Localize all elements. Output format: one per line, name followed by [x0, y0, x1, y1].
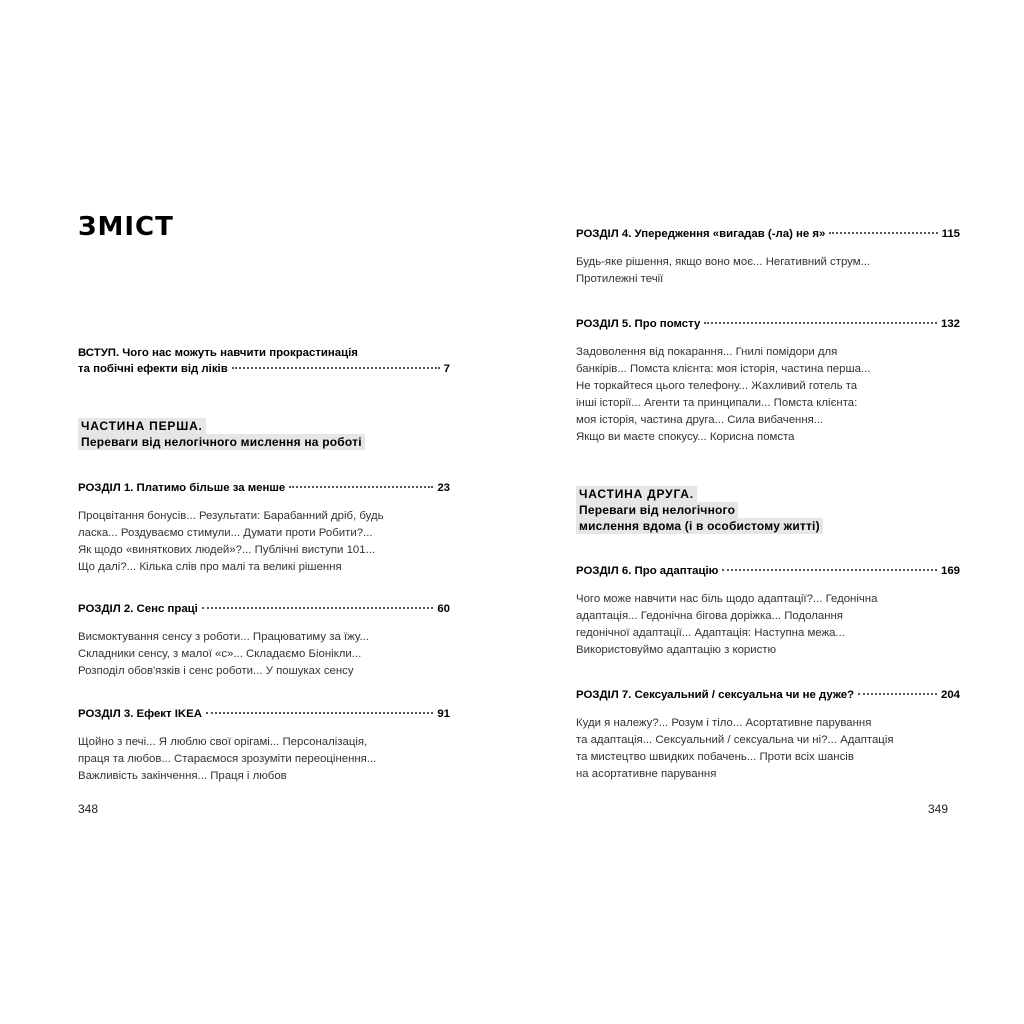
part-two-heading	[576, 486, 823, 534]
contents-line: Задоволення від покарання... Гнилі помідори для	[576, 346, 838, 358]
chapter-heading	[78, 602, 450, 616]
chapter-entry	[576, 564, 960, 659]
chapter-contents	[576, 254, 960, 288]
contents-line: на асортативне парування	[576, 768, 717, 780]
chapter-entry	[576, 227, 960, 288]
part-title-line1: Переваги від нелогічного	[576, 502, 738, 518]
contents-line: Процвітання бонусів... Результати: Барабанний дріб, будь	[78, 510, 384, 522]
contents-line: ласка... Роздуваємо стимули... Думати проти Робити?...	[78, 527, 373, 539]
chapter-title: РОЗДІЛ 2. Сенс праці	[78, 603, 198, 615]
chapter-entry	[576, 688, 960, 783]
chapter-heading	[78, 707, 450, 721]
contents-line: Що далі?... Кілька слів про малі та великі рішення	[78, 561, 342, 573]
contents-line: інші історії... Агенти та принципали... Помста клієнта:	[576, 397, 858, 409]
chapter-entry	[576, 317, 960, 446]
chapter-contents	[576, 591, 960, 659]
contents-line: Якщо ви маєте спокусу... Корисна помста	[576, 431, 795, 443]
right-page	[512, 0, 1024, 1024]
page-number: 91	[437, 708, 450, 720]
chapter-title: РОЗДІЛ 6. Про адаптацію	[576, 565, 719, 577]
part-title-line2: мислення вдома (і в особистому житті)	[576, 518, 823, 534]
chapter-contents	[576, 715, 960, 783]
dot-leader	[858, 693, 937, 695]
chapter-title: РОЗДІЛ 5. Про помсту	[576, 318, 701, 330]
chapter-title: РОЗДІЛ 1. Платимо більше за менше	[78, 482, 286, 494]
chapter-heading	[576, 227, 960, 241]
chapter-contents	[576, 344, 960, 446]
part-title: Переваги від нелогічного мислення на роботі	[78, 434, 365, 450]
chapter-entry	[78, 707, 450, 785]
contents-line: та мистецтво швидких побачень... Проти всіх шансів	[576, 751, 854, 763]
contents-line: Використовуймо адаптацію з користю	[576, 644, 777, 656]
contents-line: праця та любов... Стараємося зрозуміти переоцінення...	[78, 753, 377, 765]
chapter-title: РОЗДІЛ 4. Упередження «вигадав (-ла) не я»	[576, 228, 826, 240]
chapter-heading	[576, 688, 960, 702]
page-number: 204	[940, 689, 960, 701]
dot-leader	[206, 712, 433, 714]
contents-line: моя історія, частина друга... Сила вибачення...	[576, 414, 824, 426]
contents-line: Щойно з печі... Я люблю свої орігамі... Персоналізація,	[78, 736, 368, 748]
page-folio: 349	[928, 802, 949, 816]
dot-leader	[232, 367, 440, 369]
chapter-title: РОЗДІЛ 3. Ефект IKEA	[78, 708, 202, 720]
chapter-contents	[78, 629, 450, 680]
page-number: 132	[940, 318, 960, 330]
dot-leader	[829, 232, 937, 234]
part-one-heading	[78, 418, 365, 450]
chapter-entry	[78, 602, 450, 680]
intro-entry	[78, 345, 450, 377]
intro-heading-line1: ВСТУП. Чого нас можуть навчити прокрастинація	[78, 347, 358, 359]
contents-line: Чого може навчити нас біль щодо адаптації?... Гедонічна	[576, 593, 878, 605]
dot-leader	[289, 486, 433, 488]
part-label: ЧАСТИНА ДРУГА.	[576, 486, 697, 502]
chapter-heading	[78, 481, 450, 495]
dot-leader	[202, 607, 434, 609]
toc-title: ЗМІСТ	[78, 212, 174, 242]
chapter-entry	[78, 481, 450, 576]
intro-heading	[78, 345, 450, 377]
dot-leader	[704, 322, 937, 324]
chapter-contents	[78, 734, 450, 785]
contents-line: Висмоктування сенсу з роботи... Працюватиму за їжу...	[78, 631, 369, 643]
chapter-heading	[576, 317, 960, 331]
dot-leader	[722, 569, 937, 571]
chapter-contents	[78, 508, 450, 576]
contents-line: Як щодо «виняткових людей»?... Публічні виступи 101...	[78, 544, 376, 556]
contents-line: Складники сенсу, з малої «с»... Складаємо Біонікли...	[78, 648, 362, 660]
page-number: 115	[941, 228, 960, 240]
contents-line: та адаптація... Сексуальний / сексуальна чи ні?... Адаптація	[576, 734, 894, 746]
contents-line: Будь-яке рішення, якщо воно моє... Негативний струм...	[576, 256, 871, 268]
contents-line: Не торкайтеся цього телефону... Жахливий готель та	[576, 380, 858, 392]
contents-line: Розподіл обов'язків і сенс роботи... У пошуках сенсу	[78, 665, 354, 677]
page-number: 169	[940, 565, 960, 577]
chapter-heading	[576, 564, 960, 578]
part-label: ЧАСТИНА ПЕРША.	[78, 418, 206, 434]
contents-line: гедонічної адаптації... Адаптація: Наступна межа...	[576, 627, 845, 639]
page-number: 7	[443, 363, 450, 375]
contents-line: Протилежні течії	[576, 273, 664, 285]
intro-heading-line2: та побічні ефекти від ліків	[78, 363, 228, 375]
contents-line: адаптація... Гедонічна бігова доріжка... Подолання	[576, 610, 843, 622]
chapter-title: РОЗДІЛ 7. Сексуальний / сексуальна чи не дуже?	[576, 689, 855, 701]
page-number: 23	[437, 482, 450, 494]
contents-line: банкірів... Помста клієнта: моя історія, частина перша...	[576, 363, 871, 375]
contents-line: Куди я належу?... Розум і тіло... Асортативне парування	[576, 717, 872, 729]
page-folio: 348	[78, 802, 99, 816]
page-number: 60	[437, 603, 450, 615]
contents-line: Важливість закінчення... Праця і любов	[78, 770, 287, 782]
